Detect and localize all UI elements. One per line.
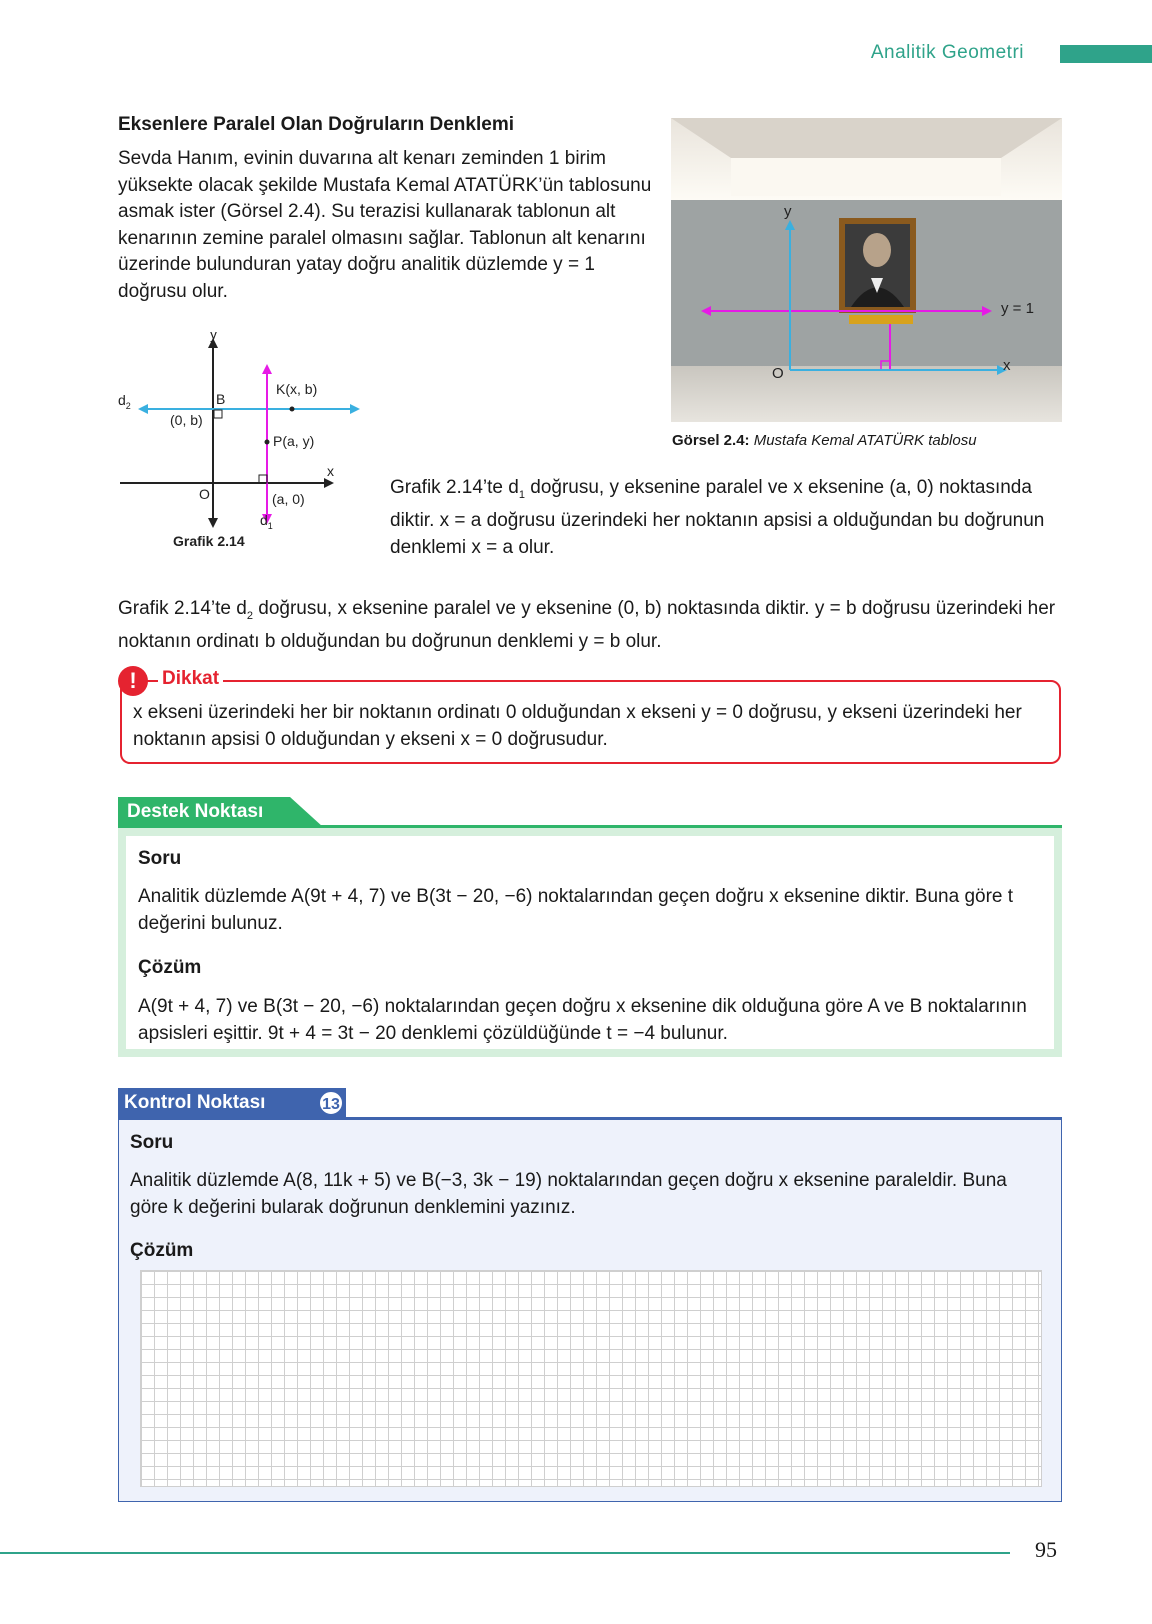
ataturk-painting-photo: [671, 118, 1062, 422]
chapter-title: Analitik Geometri: [870, 42, 1024, 63]
graph-caption: Grafik 2.14: [173, 533, 245, 549]
kontrol-soru-heading: Soru: [130, 1132, 174, 1153]
destek-cozum-heading: Çözüm: [138, 957, 202, 978]
photo-x-label: x: [1003, 357, 1011, 374]
destek-label: Destek Noktası: [127, 801, 264, 822]
svg-text:K(x, b): K(x, b): [276, 381, 318, 397]
footer-line: [0, 1552, 1010, 1554]
svg-text:(0, b): (0, b): [170, 412, 203, 428]
photo-y-label: y: [784, 203, 792, 220]
dikkat-label: Dikkat: [158, 668, 223, 690]
d2-label: $d_2$: [118, 392, 131, 411]
destek-cozum-text: A(9t + 4, 7) ve B(3t − 20, −6) noktalarından geçen doğru x eksenine dik olduğuna göre A ve B noktalarının apsisleri eşittir. 9t + 4 = 3t − 20 denklemi çözüldüğünde t = −4 bulunur.: [138, 996, 1027, 1044]
svg-text:(a, 0): (a, 0): [272, 491, 305, 507]
page-number: 95: [1035, 1537, 1057, 1562]
destek-soru-text: Analitik düzlemde A(9t + 4, 7) ve B(3t − 20, −6) noktalarından geçen doğru x eksenine diktir. Buna göre t değerini bulunuz.: [138, 886, 1014, 934]
kontrol-label: Kontrol Noktası: [124, 1092, 266, 1113]
dikkat-connector: [148, 680, 156, 682]
svg-text:O: O: [199, 486, 210, 502]
point-p: [265, 440, 270, 445]
svg-text:P(a, y): P(a, y): [273, 433, 315, 449]
kontrol-number-badge: 13: [318, 1090, 344, 1116]
photo-line-label: y = 1: [1001, 300, 1034, 317]
d1-paragraph: Grafik 2.14’te $d_1$ doğrusu, y eksenine paralel ve x eksenine (a, 0) noktasında diktir. x = a doğrusu üzerindeki her noktanın apsisi a olduğundan bu doğrunun denklemi x = a olur.: [390, 477, 1045, 558]
dikkat-text: x ekseni üzerindeki her bir noktanın ordinatı 0 olduğundan x ekseni y = 0 doğrusu, y ekseni üzerindeki her noktanın apsisi 0 olduğundan y ekseni x = 0 doğrusudur.: [133, 702, 1022, 750]
destek-soru-heading: Soru: [138, 848, 182, 869]
chapter-bar: [1060, 45, 1152, 63]
answer-grid[interactable]: [140, 1270, 1042, 1487]
svg-text:B: B: [216, 391, 226, 407]
svg-text:x: x: [327, 463, 334, 479]
kontrol-soru-text: Analitik düzlemde A(8, 11k + 5) ve B(−3, 3k − 19) noktalarından geçen doğru x eksenine paraleldir. Buna göre k değerini bularak doğrunun denklemini yazınız.: [130, 1170, 1007, 1218]
point-k: [290, 407, 295, 412]
warning-icon: !: [118, 666, 148, 696]
section-title: Eksenlere Paralel Olan Doğruların Denklemi: [118, 114, 514, 135]
d2-paragraph: Grafik 2.14’te $d_2$ doğrusu, x eksenine paralel ve y eksenine (0, b) noktasında diktir. y = b doğrusu üzerindeki her noktanın ordinatı b olduğundan bu doğrunun denklemi y = b olur.: [118, 598, 1056, 653]
photo-caption: Görsel 2.4: Mustafa Kemal ATATÜRK tablosu: [672, 432, 977, 449]
svg-text:y: y: [210, 332, 217, 342]
intro-paragraph: Sevda Hanım, evinin duvarına alt kenarı zeminden 1 birim yüksekte olacak şekilde Mustafa Kemal ATATÜRK’ün tablosunu asmak ister (Görsel 2.4). Su terazisi kullanarak tablonun alt kenarının zemine paralel olmasını sağlar. Tablonun alt kenarını üzerinde bulunduran yatay doğru analitik düzlemde y = 1 doğrusu olur.: [118, 148, 652, 302]
kontrol-cozum-heading: Çözüm: [130, 1240, 194, 1261]
d1-label: $d_1$: [260, 512, 273, 531]
graph-2-14: [118, 332, 380, 568]
spirit-level: [849, 315, 913, 324]
photo-origin-label: O: [772, 365, 784, 382]
